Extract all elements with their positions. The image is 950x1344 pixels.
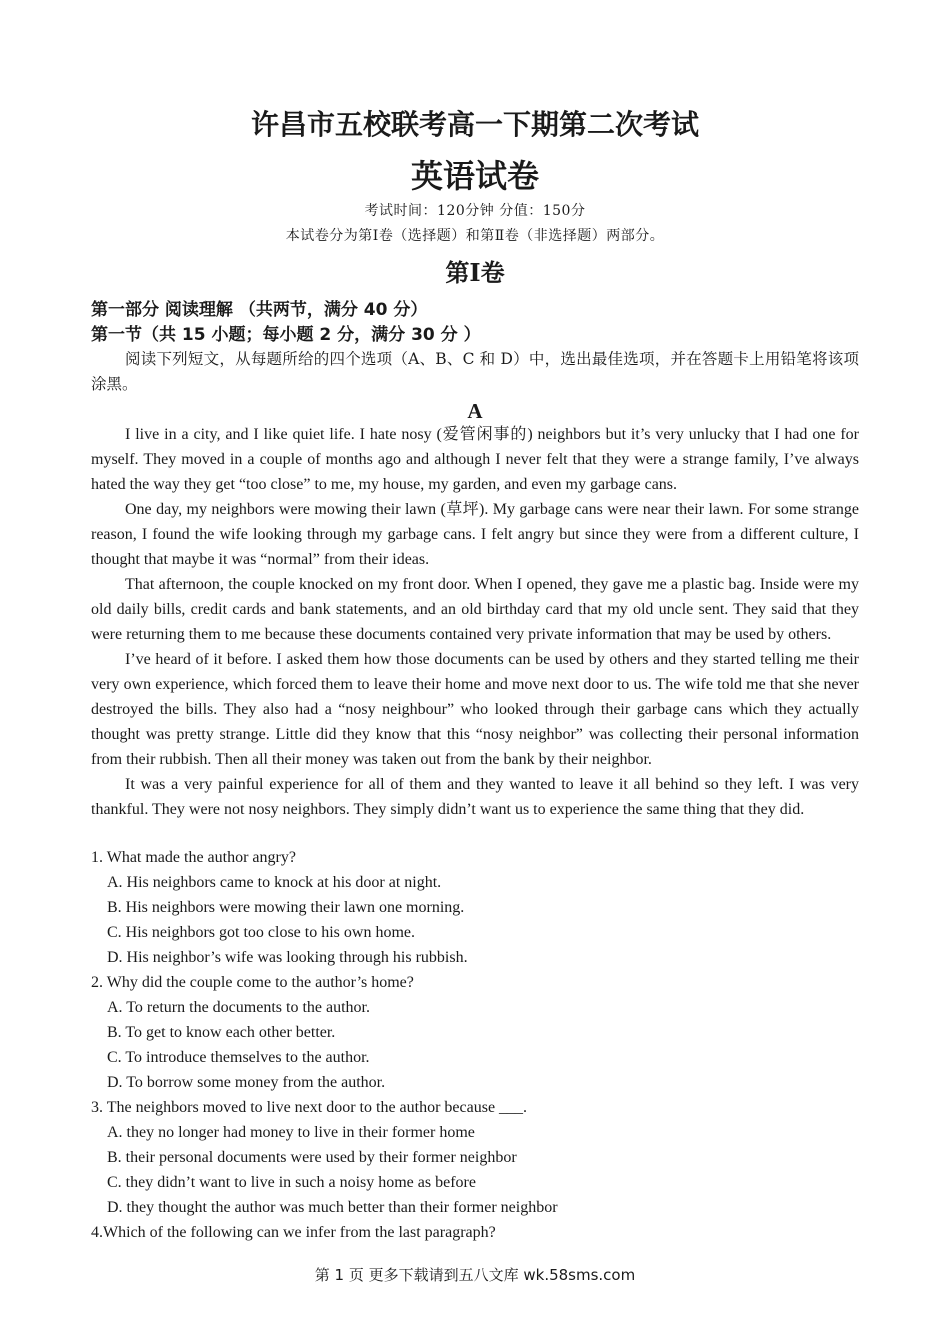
- question-stem: 4.Which of the following can we infer from the last paragraph?: [91, 1224, 496, 1241]
- question-stem: 2. Why did the couple come to the author’s home?: [91, 974, 414, 991]
- passage-body: [91, 422, 859, 822]
- question-list: [91, 845, 859, 1245]
- exam-subtitle: 英语试卷: [410, 157, 539, 195]
- question-option: D. they thought the author was much better than their former neighbor: [107, 1199, 558, 1216]
- instructions: 阅读下列短文，从每题所给的四个选项（A、B、C 和 D）中，选出最佳选项，并在答题卡上用铅笔将该项涂黑。: [91, 350, 859, 393]
- passage-paragraph: I’ve heard of it before. I asked them how those documents can be used by others and they started telling me their very own experience, which forced them to leave their home and move next door to us. The wife told me that she never destroyed the bills. They also had a “nosy neighbour” who looked through their garbage cans which they actually thought was pretty strange. Little did they know that this “nosy neighbor” was collecting their personal information from their rubbish. Then all their money was taken out from the bank by their neighbor.: [91, 651, 859, 768]
- question-stem: 1. What made the author angry?: [91, 849, 296, 866]
- section-heading: 第一节（共 15 小题；每小题 2 分，满分 30 分 ）: [91, 325, 481, 345]
- exam-structure-note: 本试卷分为第Ⅰ卷（选择题）和第Ⅱ卷（非选择题）两部分。: [285, 228, 665, 244]
- question-option: B. His neighbors were mowing their lawn one morning.: [107, 899, 465, 916]
- question-option: C. they didn’t want to live in such a noisy home as before: [107, 1174, 476, 1191]
- question-option: A. To return the documents to the author.: [107, 999, 370, 1016]
- question-option: A. His neighbors came to knock at his door at night.: [107, 874, 442, 891]
- question-option: B. To get to know each other better.: [107, 1024, 336, 1041]
- passage-paragraph: I live in a city, and I like quiet life. I hate nosy (爱管闲事的) neighbors but it’s very unlucky that I had one for myself. They moved in a couple of months ago and although I never felt that they were a strange family, I’ve always hated the way they get “too close” to me, my house, my garden, and even my garbage cans.: [91, 426, 859, 493]
- question-option: B. their personal documents were used by their former neighbor: [107, 1149, 517, 1166]
- question-option: D. His neighbor’s wife was looking through his rubbish.: [107, 949, 468, 966]
- exam-time-info: 考试时间：120分钟 分值：150分: [364, 203, 586, 219]
- question-option: C. To introduce themselves to the author.: [107, 1049, 370, 1066]
- passage-paragraph: That afternoon, the couple knocked on my front door. When I opened, they gave me a plastic bag. Inside were my old daily bills, credit cards and bank statements, and an old birthday card that my old uncle sent. They said that they were returning them to me because these documents contained very private information that may be used by others.: [91, 576, 859, 643]
- volume-title: 第Ⅰ卷: [445, 258, 505, 287]
- passage-label: A: [467, 399, 483, 423]
- page-footer: 第 1 页 更多下载请到五八文库 wk.58sms.com: [314, 1266, 636, 1284]
- question-stem: 3. The neighbors moved to live next door to the author because ___.: [91, 1099, 528, 1116]
- question-option: C. His neighbors got too close to his own home.: [107, 924, 415, 941]
- question-option: D. To borrow some money from the author.: [107, 1074, 386, 1091]
- passage-paragraph: It was a very painful experience for all of them and they wanted to leave it all behind so they left. I was very thankful. They were not nosy neighbors. They simply didn’t want us to experience the same thing that they did.: [91, 776, 859, 818]
- part-heading: 第一部分 阅读理解 （共两节，满分 40 分）: [91, 300, 428, 320]
- passage-paragraph: One day, my neighbors were mowing their lawn (草坪). My garbage cans were near their lawn. For some strange reason, I found the wife looking through my garbage cans. I felt angry but since they were from a different culture, I thought that maybe it was “normal” from their ideas.: [91, 501, 859, 568]
- question-option: A. they no longer had money to live in their former home: [107, 1124, 475, 1141]
- exam-title: 许昌市五校联考高一下期第二次考试: [250, 108, 699, 141]
